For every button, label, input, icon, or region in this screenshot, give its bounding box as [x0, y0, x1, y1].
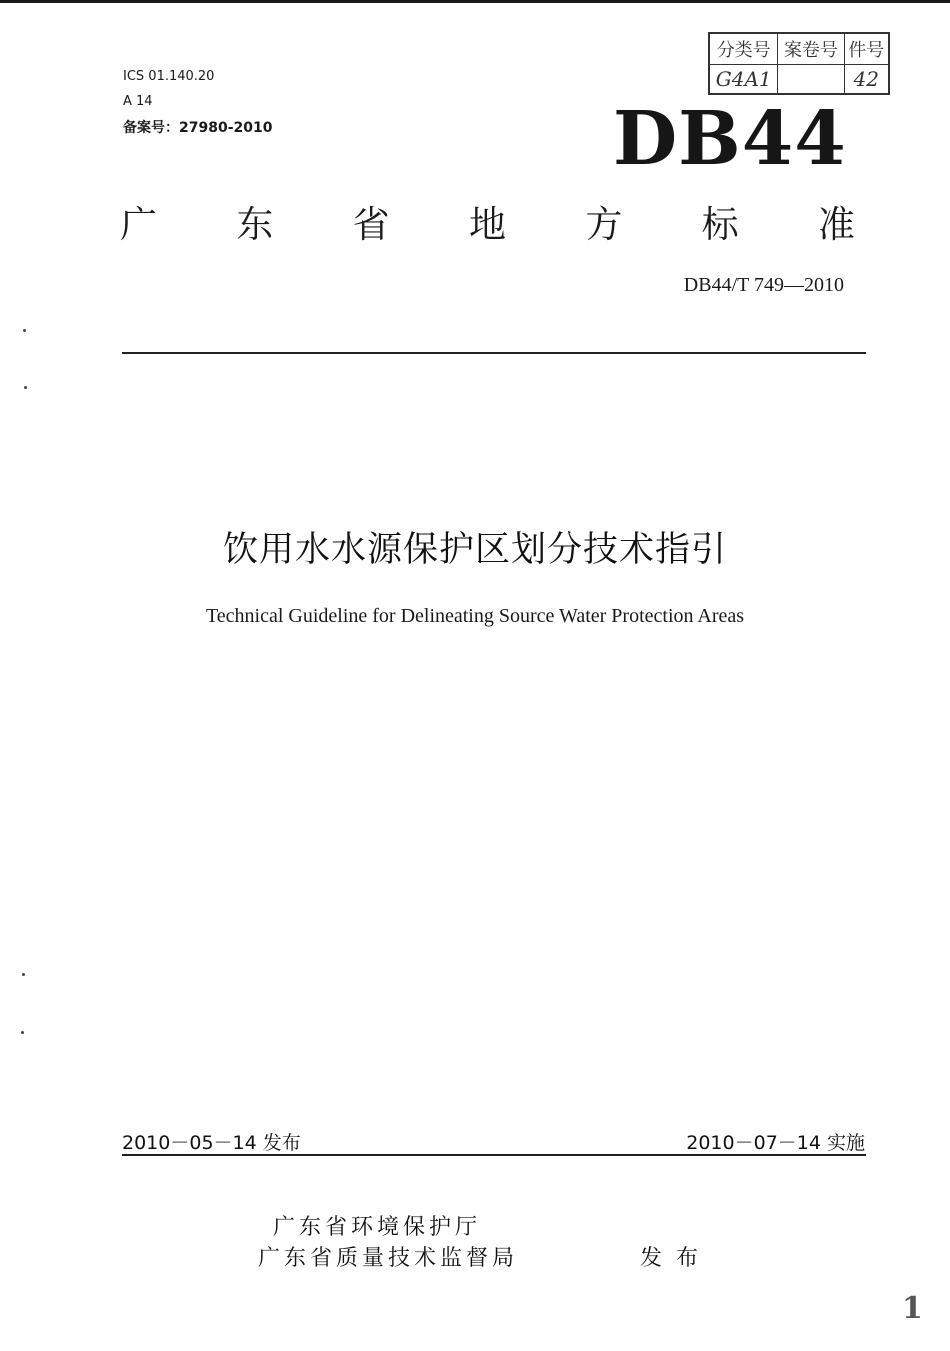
- stamp-value-category: G4A1: [710, 65, 778, 94]
- document-title-cn: 饮用水水源保护区划分技术指引: [222, 530, 727, 570]
- heading-char: 地: [468, 203, 506, 246]
- issue-date: 2010－05－14 发布: [122, 1132, 301, 1154]
- heading-char: 标: [701, 203, 739, 246]
- scan-speck: [24, 386, 27, 389]
- scan-speck: [22, 973, 25, 976]
- ics-code: ICS 01.140.20: [123, 69, 215, 84]
- scan-speck: [23, 329, 26, 332]
- heading-char: 方: [585, 203, 623, 246]
- stamp-header-category: 分类号: [710, 34, 778, 65]
- scan-border: [0, 0, 950, 3]
- issuer-environmental-dept: 广东省环境保护厅: [273, 1215, 482, 1240]
- implementation-date: 2010－07－14 实施: [686, 1132, 865, 1154]
- stamp-value-item: 42: [844, 65, 889, 94]
- heading-char: 省: [352, 203, 390, 246]
- heading-char: 广: [120, 203, 157, 246]
- scan-speck: [21, 1031, 24, 1034]
- classification-code: A 14: [123, 94, 153, 109]
- dates-divider: [122, 1154, 866, 1156]
- issued-label: 发布: [640, 1246, 713, 1271]
- archive-stamp: [708, 32, 890, 95]
- issuer-quality-bureau: 广东省质量技术监督局: [258, 1246, 519, 1271]
- heading-char: 准: [817, 203, 855, 246]
- stamp-value-volume: [778, 65, 844, 94]
- page-number: 1: [902, 1291, 923, 1326]
- stamp-header-volume: 案卷号: [778, 34, 844, 65]
- record-number: 备案号：27980-2010: [123, 120, 273, 136]
- heading-char: 东: [236, 203, 274, 246]
- document-title-en: Technical Guideline for Delineating Source Water Protection Areas: [205, 605, 745, 627]
- standard-number: DB44/T 749—2010: [683, 274, 844, 296]
- header-divider: [122, 352, 866, 354]
- stamp-header-item: 件号: [844, 34, 889, 65]
- local-standard-heading: [120, 200, 855, 250]
- db44-logo: DB44: [613, 96, 847, 182]
